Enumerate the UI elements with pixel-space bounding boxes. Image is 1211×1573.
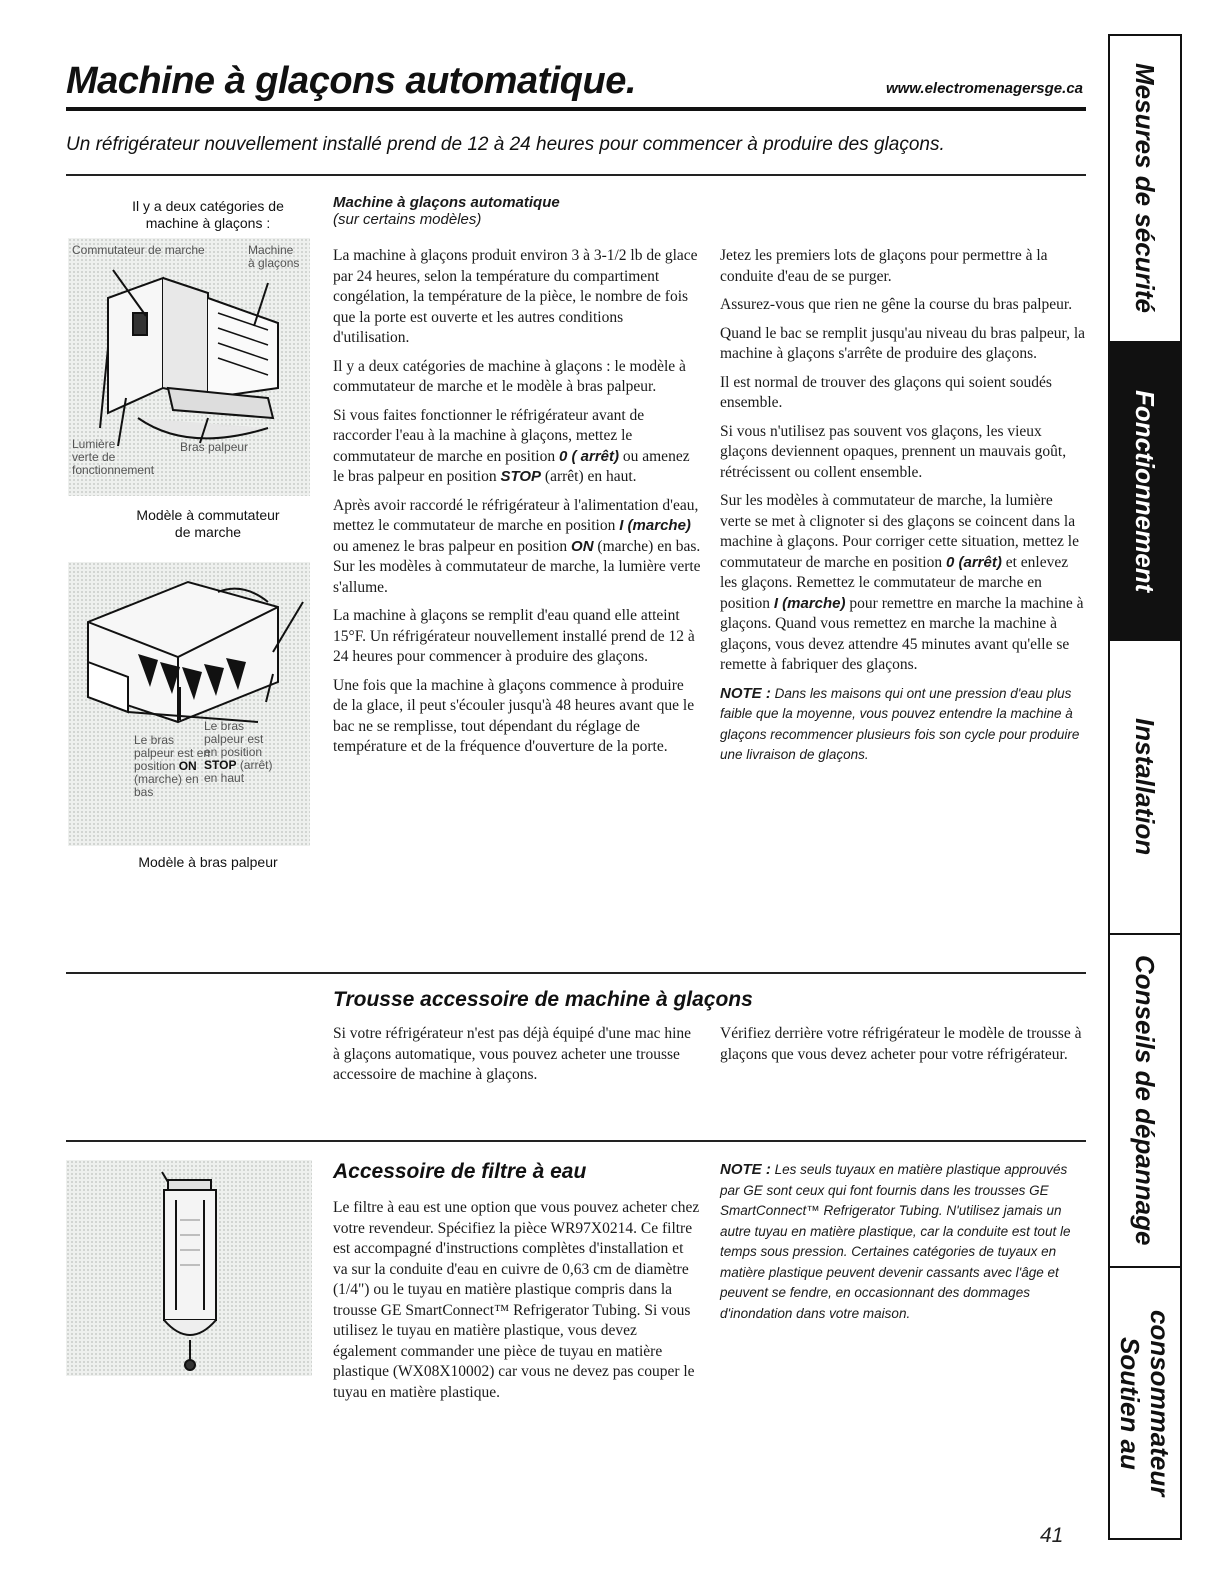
filter-heading: Accessoire de filtre à eau bbox=[333, 1160, 587, 1183]
icemaker-right-column: Jetez les premiers lots de glaçons pour permettre à la conduite d'eau de se purger. Assurez-vous que rien ne gêne la course du bras palpeur. Quand le bac se remplit jusqu'au niveau du bras palpeur, la machine à glaçons s'arrête de produire des glaçons. Il est normal de trouver des glaçons qui soient soudés ensemble. Si vous n'utilisez pas souvent vos glaçons, les vieux glaçons deviennent opaques, prennent un mauvais goût, rétrécissent ou collent ensemble. Sur les modèles à commutateur de marche, la lumière verte se met à clignoter si des glaçons se coincent dans la machine à glaçons. Pour corriger cette situation, mettez le commutateur de marche en position 0 (arrêt) et enlevez les glaçons. Remettez le commutateur de marche en position I (marche) pour remettre en marche la machine à glaçons. Quand vous remettez en marche la machine à glaçons, vous devez attendre 45 minutes avant qu'elle se remette à fabriquer des glaçons. NOTE : Dans les maisons qui ont une pression d'eau plus faible que la moyenne, vous pouvez entendre la machine à glaçons recommencer plusieurs fois son cycle pour produire une livraison de glaçons. bbox=[720, 246, 1086, 774]
icemaker-switch-illustration: Commutateur de marche Machine à glaçons Lumière verte de fonctionnement Bras palpeur bbox=[68, 238, 310, 496]
section-divider bbox=[66, 1140, 1086, 1142]
intro-text: Un réfrigérateur nouvellement installé prend de 12 à 24 heures pour commencer à produire des glaçons. bbox=[66, 134, 945, 155]
tab-conseils-de-depannage[interactable]: Conseils de dépannage bbox=[1130, 955, 1160, 1246]
website-url[interactable]: www.electromenagersge.ca bbox=[885, 80, 1083, 97]
page-number: 41 bbox=[1040, 1524, 1064, 1547]
sidebar-intro: Il y a deux catégories de machine à glaçons : bbox=[132, 198, 284, 231]
icemaker-left-column: La machine à glaçons produit environ 3 à 3-1/2 lb de glace par 24 heures, selon la température du compartiment congélation, la température de la pièce, le nombre de fois que la porte est ouverte et les autres conditions d'utilisation. Il y a deux catégories de machine à glaçons : le modèle à commutateur de marche et le modèle à bras palpeur. Si vous faites fonctionner le réfrigérateur avant de raccorder l'eau à la machine à glaçons, mettez le commutateur de marche en position 0 ( arrêt) ou amenez le bras palpeur en position STOP (arrêt) en haut. Après avoir raccordé le réfrigérateur à l'alimentation d'eau, mettez le commutateur de marche en position I (marche) ou amenez le bras palpeur en position ON (marche) en bas. Sur les modèles à commutateur de marche, la lumière verte s'allume. La machine à glaçons se remplit d'eau quand elle atteint 15°F. Un réfrigérateur nouvellement installé prend de 12 à 24 heures pour commencer à produire des glaçons. Une fois que la machine à glaçons commence à produire de la glace, il peut s'écouler jusqu'à 48 heures avant que le bac ne se remplisse, tout dépendant du réglage de température et de la fréquence d'ouverture de la porte. bbox=[333, 247, 701, 755]
icemaker-subheading: (sur certains modèles) bbox=[333, 211, 482, 228]
section-tabs bbox=[1108, 34, 1182, 1540]
tab-installation[interactable]: Installation bbox=[1130, 718, 1160, 856]
icemaker-heading: Machine à glaçons automatique bbox=[333, 194, 560, 211]
section-divider bbox=[66, 174, 1086, 176]
kit-right-text: Vérifiez derrière votre réfrigérateur le modèle de trousse à glaçons que vous devez acheter pour votre réfrigérateur. bbox=[720, 1025, 1082, 1063]
filter-body: Le filtre à eau est une option que vous pouvez acheter chez votre revendeur. Spécifiez la pièce WR97X0214. Ce filtre est accompagné d'instructions complètes d'installation et va sur la conduite d'eau en cuivre de 0,63 cm de diamètre (1/4") ou le tuyau en matière plastique compris dans la trousse GE SmartConnect™ Refrigerator Tubing. Si vous utilisez le tuyau en matière plastique, vous devez également commander une pièce de tuyau en matière plastique (WX08X10002) car vous ne devez pas couper le tuyau en matière plastique. bbox=[333, 1199, 700, 1401]
kit-heading: Trousse accessoire de machine à glaçons bbox=[333, 988, 753, 1011]
tab-mesures-de-securite[interactable]: Mesures de sécurité bbox=[1130, 63, 1160, 314]
filter-note: NOTE : Les seuls tuyaux en matière plastique approuvés par GE sont ceux qui font fournis dans les trousses GE SmartConnect™ Refrigerator Tubing. N'utilisez jamais un autre tuyau en matière plastique, car la conduite est tout le temps sous pression. Certaines catégories de tuyaux en matière plastique peuvent devenir cassants avec l'âge et peuvent se fendre, en occasionnant des dommages d'inondation dans votre maison. bbox=[720, 1161, 1071, 1321]
icemaker-arm-illustration: Le bras palpeur est en position STOP (arrêt) en haut Le bras palpeur est en position ON (marche) en bas bbox=[68, 562, 310, 846]
header-rule bbox=[66, 107, 1086, 111]
icemaker-note: NOTE : Dans les maisons qui ont une pression d'eau plus faible que la moyenne, vous pouvez entendre la machine à glaçons recommencer plusieurs fois son cycle pour produire une livraison de glaçons. bbox=[720, 684, 1080, 762]
caption-arm-model: Modèle à bras palpeur bbox=[138, 854, 278, 870]
tab-fonctionnement[interactable]: Fonctionnement bbox=[1110, 341, 1180, 641]
page-title: Machine à glaçons automatique. bbox=[66, 60, 636, 102]
caption-switch-model: Modèle à commutateur de marche bbox=[136, 507, 280, 540]
water-filter-illustration bbox=[66, 1160, 312, 1376]
kit-left-text: Si votre réfrigérateur n'est pas déjà équipé d'une mac hine à glaçons automatique, vous pouvez acheter une trousse accessoire de machine à glaçons. bbox=[333, 1025, 692, 1083]
tab-soutien-au-consommateur[interactable]: Soutien au consommateur bbox=[1115, 1309, 1175, 1497]
section-divider bbox=[66, 972, 1086, 974]
